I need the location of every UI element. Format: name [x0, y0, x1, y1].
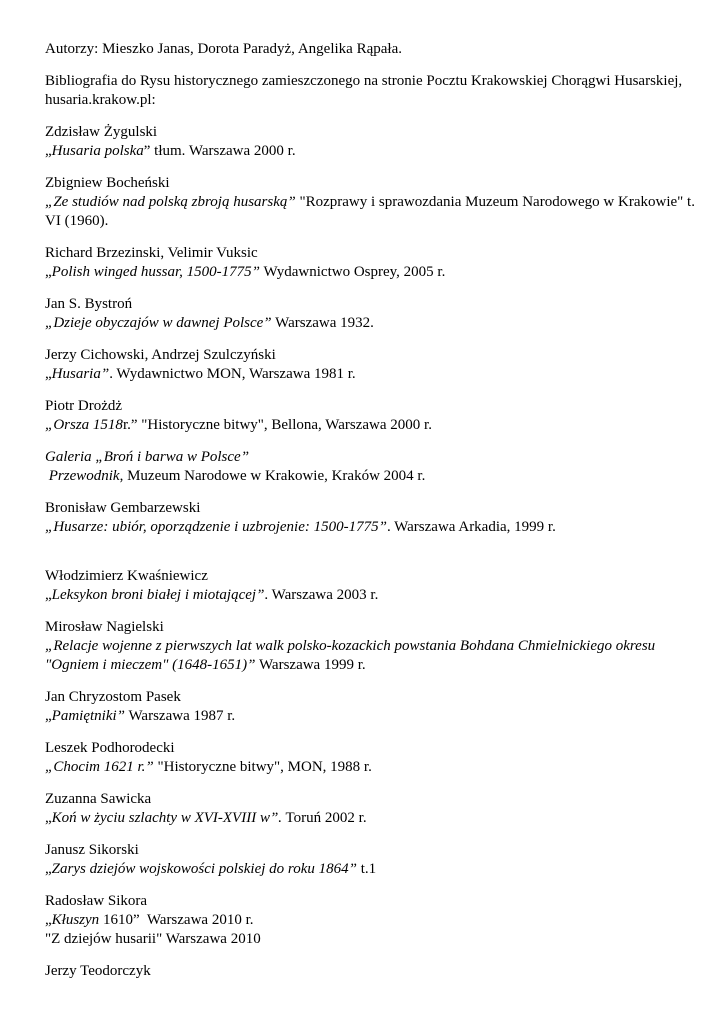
entry-title: „Orsza 1518 — [45, 417, 123, 433]
entry-citation — [45, 263, 695, 282]
bibliography-entry — [45, 892, 695, 949]
entry-details: Toruń 2002 r. — [282, 810, 367, 826]
entry-details: "Rozprawy i sprawozdania Muzeum Narodowego w Krakowie" t. VI (1960). — [45, 194, 695, 229]
entry-title: „Ze studiów nad polską zbroją husarską” — [45, 194, 296, 210]
entry-citation — [45, 467, 695, 486]
entry-details: t.1 — [356, 861, 377, 877]
entry-details: "Historyczne bitwy", MON, 1988 r. — [153, 759, 372, 775]
entry-quote-open: „ — [45, 366, 52, 382]
entry-author: Bronisław Gembarzewski — [45, 500, 201, 516]
entry-quote-open: „ — [45, 912, 52, 928]
entry-author: Mirosław Nagielski — [45, 619, 164, 635]
intro-paragraph — [45, 72, 695, 110]
entry-details: 1610” Warszawa 2010 r. — [99, 912, 254, 928]
entry-author: Jerzy Cichowski, Andrzej Szulczyński — [45, 347, 276, 363]
bibliography-entry — [45, 448, 695, 486]
entry-author: Piotr Drożdż — [45, 398, 123, 414]
bibliography-entry — [45, 244, 695, 282]
bibliography-entry — [45, 790, 695, 828]
entry-title: Husaria” — [51, 366, 110, 382]
entry-author: Zbigniew Bocheński — [45, 175, 170, 191]
entry-author: Jan Chryzostom Pasek — [45, 689, 181, 705]
entry-author: Zdzisław Żygulski — [45, 124, 158, 140]
entry-title: Zarys dziejów wojskowości polskiej do roku 1864” — [51, 861, 357, 877]
intro-text: Bibliografia do Rysu historycznego zamieszczonego na stronie Pocztu Krakowskiej Chorągwi Husarskiej, husaria.krakow.pl: — [45, 73, 683, 108]
entry-author: Leszek Podhorodecki — [45, 740, 175, 756]
entry-citation — [45, 809, 695, 828]
entry-details: Warszawa 1987 r. — [125, 708, 236, 724]
entry-author: Galeria „Broń i barwa w Polsce” — [45, 449, 250, 465]
entry-title: Pamiętniki” — [51, 708, 125, 724]
bibliography-entry — [45, 739, 695, 777]
document-page — [45, 40, 695, 994]
authors-line — [45, 40, 695, 59]
bibliography-entry — [45, 567, 695, 605]
authors-text: Autorzy: Mieszko Janas, Dorota Paradyż, Angelika Rąpała. — [45, 41, 402, 57]
entry-quote-open: „ — [45, 861, 52, 877]
entry-quote-open: „ — [45, 143, 52, 159]
entry-title: Leksykon broni białej i miotającej” — [51, 587, 265, 603]
entry-author: Radosław Sikora — [45, 893, 148, 909]
entry-author: Włodzimierz Kwaśniewicz — [45, 568, 208, 584]
entry-author: Richard Brzezinski, Velimir Vuksic — [45, 245, 258, 261]
entry-citation — [45, 314, 695, 333]
bibliography-entry — [45, 295, 695, 333]
entry-author: Jan S. Bystroń — [45, 296, 133, 312]
entry-title: Polish winged hussar, 1500-1775” — [51, 264, 261, 280]
entry-author: Jerzy Teodorczyk — [45, 963, 151, 979]
entry-citation — [45, 911, 695, 930]
entry-details: . Wydawnictwo MON, Warszawa 1981 r. — [109, 366, 356, 382]
entry-citation — [45, 656, 695, 675]
entry-citation — [45, 860, 695, 879]
entry-quote-open: „ — [45, 708, 52, 724]
entry-citation — [45, 518, 695, 537]
bibliography-entry — [45, 123, 695, 161]
entry-title-line-1: „Relacje wojenne z pierwszych lat walk polsko-kozackich powstania Bohdana Chmielnickiego okresu — [45, 638, 656, 654]
entry-author: Janusz Sikorski — [45, 842, 139, 858]
entry-details: . Warszawa Arkadia, 1999 r. — [386, 519, 556, 535]
entry-citation — [45, 758, 695, 777]
entry-title-line-2: "Ogniem i mieczem" (1648-1651)” — [45, 657, 256, 673]
entry-details: r.” "Historyczne bitwy", Bellona, Warszawa 2000 r. — [122, 417, 432, 433]
entry-citation — [45, 586, 695, 605]
bibliography-entry — [45, 618, 695, 675]
entry-title: Przewodnik — [45, 468, 120, 484]
bibliography-entry — [45, 841, 695, 879]
entry-title: Kłuszyn — [51, 912, 100, 928]
entry-citation — [45, 707, 695, 726]
entry-details: Wydawnictwo Osprey, 2005 r. — [260, 264, 446, 280]
entry-title: „Chocim 1621 r.” — [45, 759, 154, 775]
entry-details: ” tłum. Warszawa 2000 r. — [143, 143, 296, 159]
entry-citation — [45, 193, 695, 231]
entry-quote-open: „ — [45, 810, 52, 826]
entry-details: Warszawa 1999 r. — [255, 657, 366, 673]
entry-title: „Husarze: ubiór, oporządzenie i uzbrojenie: 1500-1775” — [45, 519, 387, 535]
entry-title: Husaria polska — [51, 143, 144, 159]
entry-details: , Muzeum Narodowe w Krakowie, Kraków 2004 r. — [119, 468, 426, 484]
entry-title: Koń w życiu szlachty w XVI-XVIII w”. — [51, 810, 283, 826]
entry-details: . Warszawa 2003 r. — [264, 587, 379, 603]
entry-details: Warszawa 1932. — [271, 315, 374, 331]
entry-extra-citation: "Z dziejów husarii" Warszawa 2010 — [45, 931, 261, 947]
bibliography-entry — [45, 499, 695, 537]
entry-citation — [45, 142, 695, 161]
bibliography-entry — [45, 174, 695, 231]
entry-author: Zuzanna Sawicka — [45, 791, 152, 807]
bibliography-entry — [45, 962, 695, 981]
entry-citation — [45, 416, 695, 435]
entry-quote-open: „ — [45, 587, 52, 603]
entry-title: „Dzieje obyczajów w dawnej Polsce” — [45, 315, 272, 331]
bibliography-entry — [45, 688, 695, 726]
entry-citation — [45, 365, 695, 384]
bibliography-entry — [45, 397, 695, 435]
entry-quote-open: „ — [45, 264, 52, 280]
bibliography-entry — [45, 346, 695, 384]
